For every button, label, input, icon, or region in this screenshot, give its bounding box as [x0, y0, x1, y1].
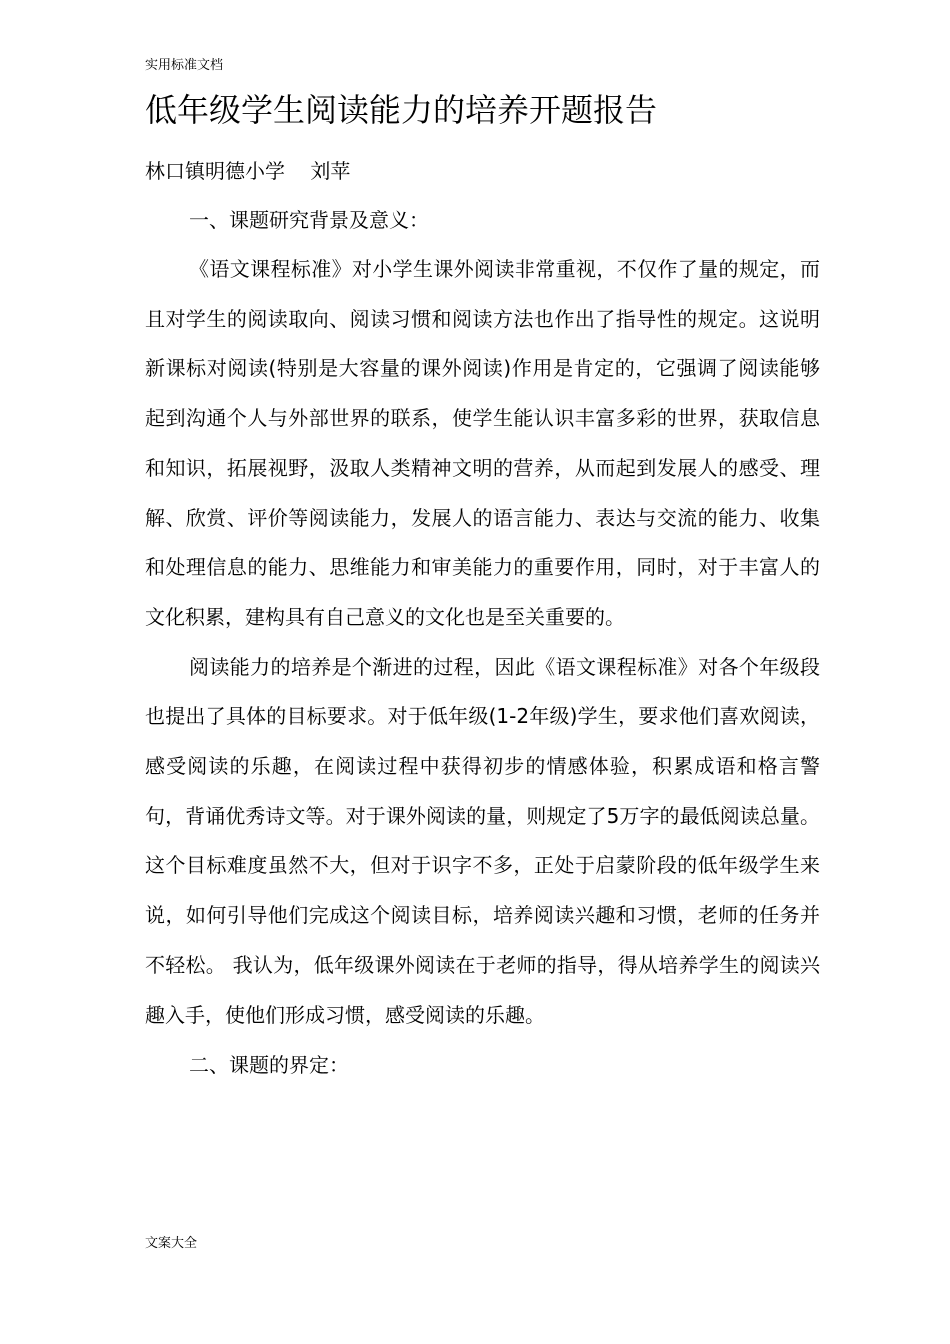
page-footer: 文案大全 [145, 1236, 198, 1251]
paragraph-curriculum-standard: 《语文课程标准》对小学生课外阅读非常重视，不仅作了量的规定，而且对学生的阅读取向、阅读习惯和阅读方法也作出了指导性的规定。这说明新课标对阅读(特别是大容量的课外阅读)作用是肯定的，它强调了阅读能够起到沟通个人与外部世界的联系，使学生能认识丰富多彩的世界，获取信息和知识，拓展视野，汲取人类精神文明的营养，从而起到发展人的感受、理解、欣赏、评价等阅读能力，发展人的语言能力、表达与交流的能力、收集和处理信息的能力、思维能力和审美能力的重要作用，同时，对于丰富人的文化积累，建构具有自己意义的文化也是至关重要的。 [145, 257, 820, 629]
section-heading-background: 一、课题研究背景及意义： [189, 208, 429, 232]
page-header: 实用标准文档 [145, 58, 224, 73]
document-body [145, 195, 820, 1090]
document-title: 低年级学生阅读能力的培养开题报告 [145, 91, 658, 129]
paragraph-reading-ability: 阅读能力的培养是个渐进的过程，因此《语文课程标准》对各个年级段也提出了具体的目标要求。对于低年级(1-2年级)学生，要求他们喜欢阅读，感受阅读的乐趣，在阅读过程中获得初步的情感体验，积累成语和格言警句，背诵优秀诗文等。对于课外阅读的量，则规定了5万字的最低阅读总量。这个目标难度虽然不大，但对于识字不多，正处于启蒙阶段的低年级学生来说，如何引导他们完成这个阅读目标，培养阅读兴趣和习惯，老师的任务并不轻松。 我认为，低年级课外阅读在于老师的指导，得从培养学生的阅读兴趣入手，使他们形成习惯，感受阅读的乐趣。 [145, 654, 820, 1027]
author-line: 林口镇明德小学 刘苹 [145, 159, 351, 183]
section-heading-definition: 二、课题的界定： [189, 1053, 349, 1078]
